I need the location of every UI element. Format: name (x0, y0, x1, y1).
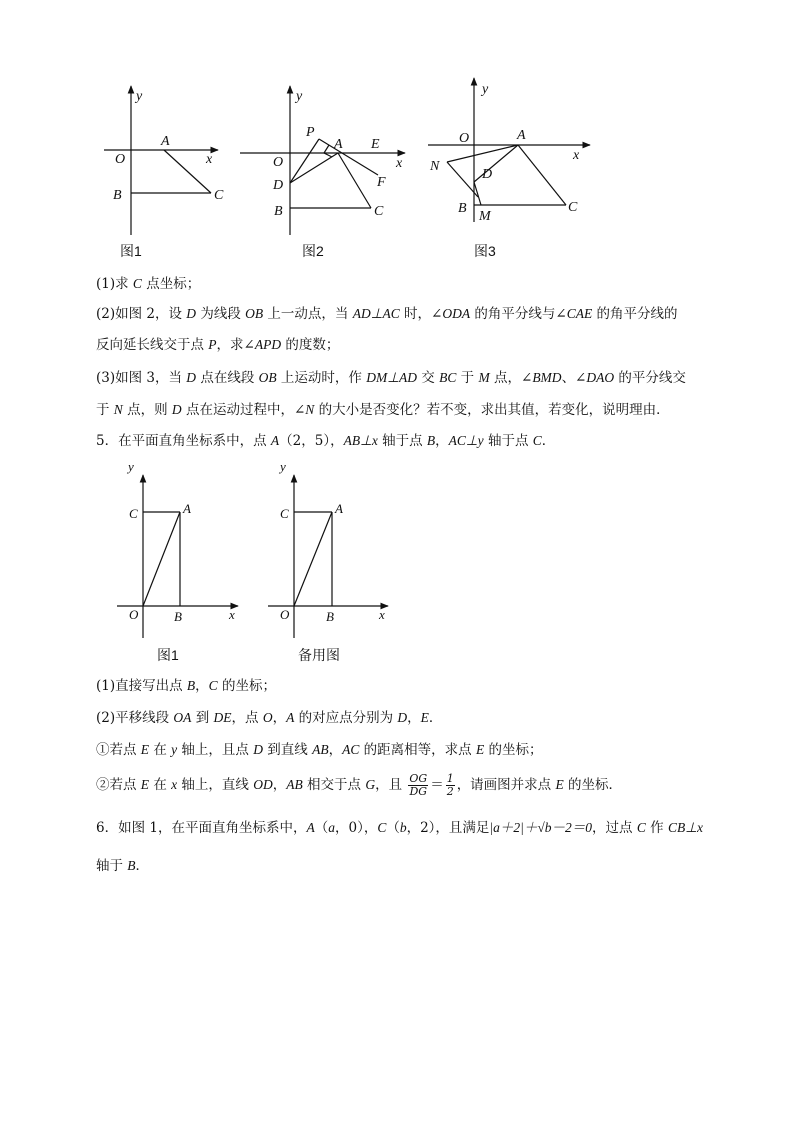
fig3-B-label: B (458, 201, 467, 216)
q6-line2: 轴于 B． (96, 858, 150, 874)
fig2-y-label: y (296, 89, 303, 104)
fig1-caption: 图1 (120, 243, 142, 259)
q5f1-O-label: O (129, 607, 139, 622)
q5f2-C-label: C (280, 506, 289, 521)
fig2-C-label: C (374, 204, 384, 219)
q5-figures (0, 455, 794, 675)
condition-expression: |a＋2|＋√b－2＝0 (489, 820, 593, 835)
fig2-A-label: A (334, 137, 343, 152)
q5-case1: ①若点 E 在 y 轴上，且点 D 到直线 AB，AC 的距离相等，求点 E 的坐标； (96, 742, 543, 758)
q4-part1: (1)求 C 点坐标； (96, 276, 201, 292)
q5f1-y-label: y (128, 459, 134, 474)
fig3-D-label: D (482, 167, 493, 182)
q5-part2: (2)平移线段 OA 到 DE，点 O，A 的对应点分别为 D，E． (96, 710, 443, 726)
fig2-B-label: B (274, 204, 283, 219)
q5f2-O-label: O (280, 607, 290, 622)
fig3-C-label: C (568, 200, 578, 215)
q5-part1: (1)直接写出点 B，C 的坐标； (96, 678, 276, 694)
q5f2-caption: 备用图 (298, 647, 340, 663)
q5f1-C-label: C (129, 506, 138, 521)
fig1-C-label: C (214, 188, 224, 203)
q6-line1: 6．如图 1，在平面直角坐标系中，A（a，0），C（b，2），且满足|a＋2|＋√b－2＝0，过点 C 作 CB⊥x (96, 820, 703, 836)
fig3-A-label: A (517, 128, 526, 143)
fig3-N-label: N (430, 159, 440, 174)
q5f1-A-label: A (183, 501, 191, 516)
fig1-y-label: y (136, 89, 143, 104)
q4-part2-line2: 反向延长线交于点 P，求∠APD 的度数； (96, 337, 340, 353)
fig3-x-label: x (573, 148, 580, 163)
half-fraction: $\frac{1}{2}$ (446, 772, 454, 798)
fig1-B-label: B (113, 188, 122, 203)
q5-heading: 5．在平面直角坐标系中，点 A（2，5），AB⊥x 轴于点 B，AC⊥y 轴于点 C． (96, 433, 556, 449)
q5f2-x-label: x (379, 607, 385, 622)
top-figures (0, 0, 794, 270)
q4-part2-line1: (2)如图 2，设 D 为线段 OB 上一动点，当 AD⊥AC 时，∠ODA 的角平分线与∠CAE 的角平分线的 (96, 306, 678, 322)
fig3-caption: 图3 (474, 243, 496, 259)
fig2-E-label: E (371, 137, 380, 152)
fig1-x-label: x (206, 152, 213, 167)
fig3-y-label: y (482, 82, 489, 97)
q5f1-x-label: x (229, 607, 235, 622)
q5f2-B-label: B (326, 609, 334, 624)
fig2-caption: 图2 (302, 243, 324, 259)
fig2-P-label: P (306, 125, 315, 140)
fig2-x-label: x (396, 156, 403, 171)
ratio-fraction: $\frac{OG}{DG}$ (409, 772, 428, 798)
q4-part3-line1: (3)如图 3，当 D 点在线段 OB 上运动时，作 DM⊥AD 交 BC 于 M 点，∠BMD、∠DAO 的平分线交 (96, 370, 686, 386)
fig2-F-label: F (377, 175, 386, 190)
fig1-A-label: A (161, 134, 170, 149)
q5f2-A-label: A (335, 501, 343, 516)
figure-3 (428, 78, 590, 222)
fig2-D-label: D (273, 178, 284, 193)
fig2-O-label: O (273, 155, 284, 170)
q5-case2: ②若点 E 在 x 轴上，直线 OD，AB 相交于点 G，且 $\frac{OG}{DG}$ ＝ $\frac{1}{2}$ ，请画图并求点 E 的坐标． (96, 772, 623, 798)
q5f1-B-label: B (174, 609, 182, 624)
fig1-O-label: O (115, 152, 126, 167)
fig3-M-label: M (479, 209, 491, 224)
q5f2-y-label: y (280, 459, 286, 474)
fig3-O-label: O (459, 131, 470, 146)
q5f1-caption: 图1 (157, 647, 179, 663)
q4-part3-line2: 于 N 点，则 D 点在运动过程中，∠N 的大小是否变化？若不变，求出其值，若变化，说明理由． (96, 402, 670, 418)
